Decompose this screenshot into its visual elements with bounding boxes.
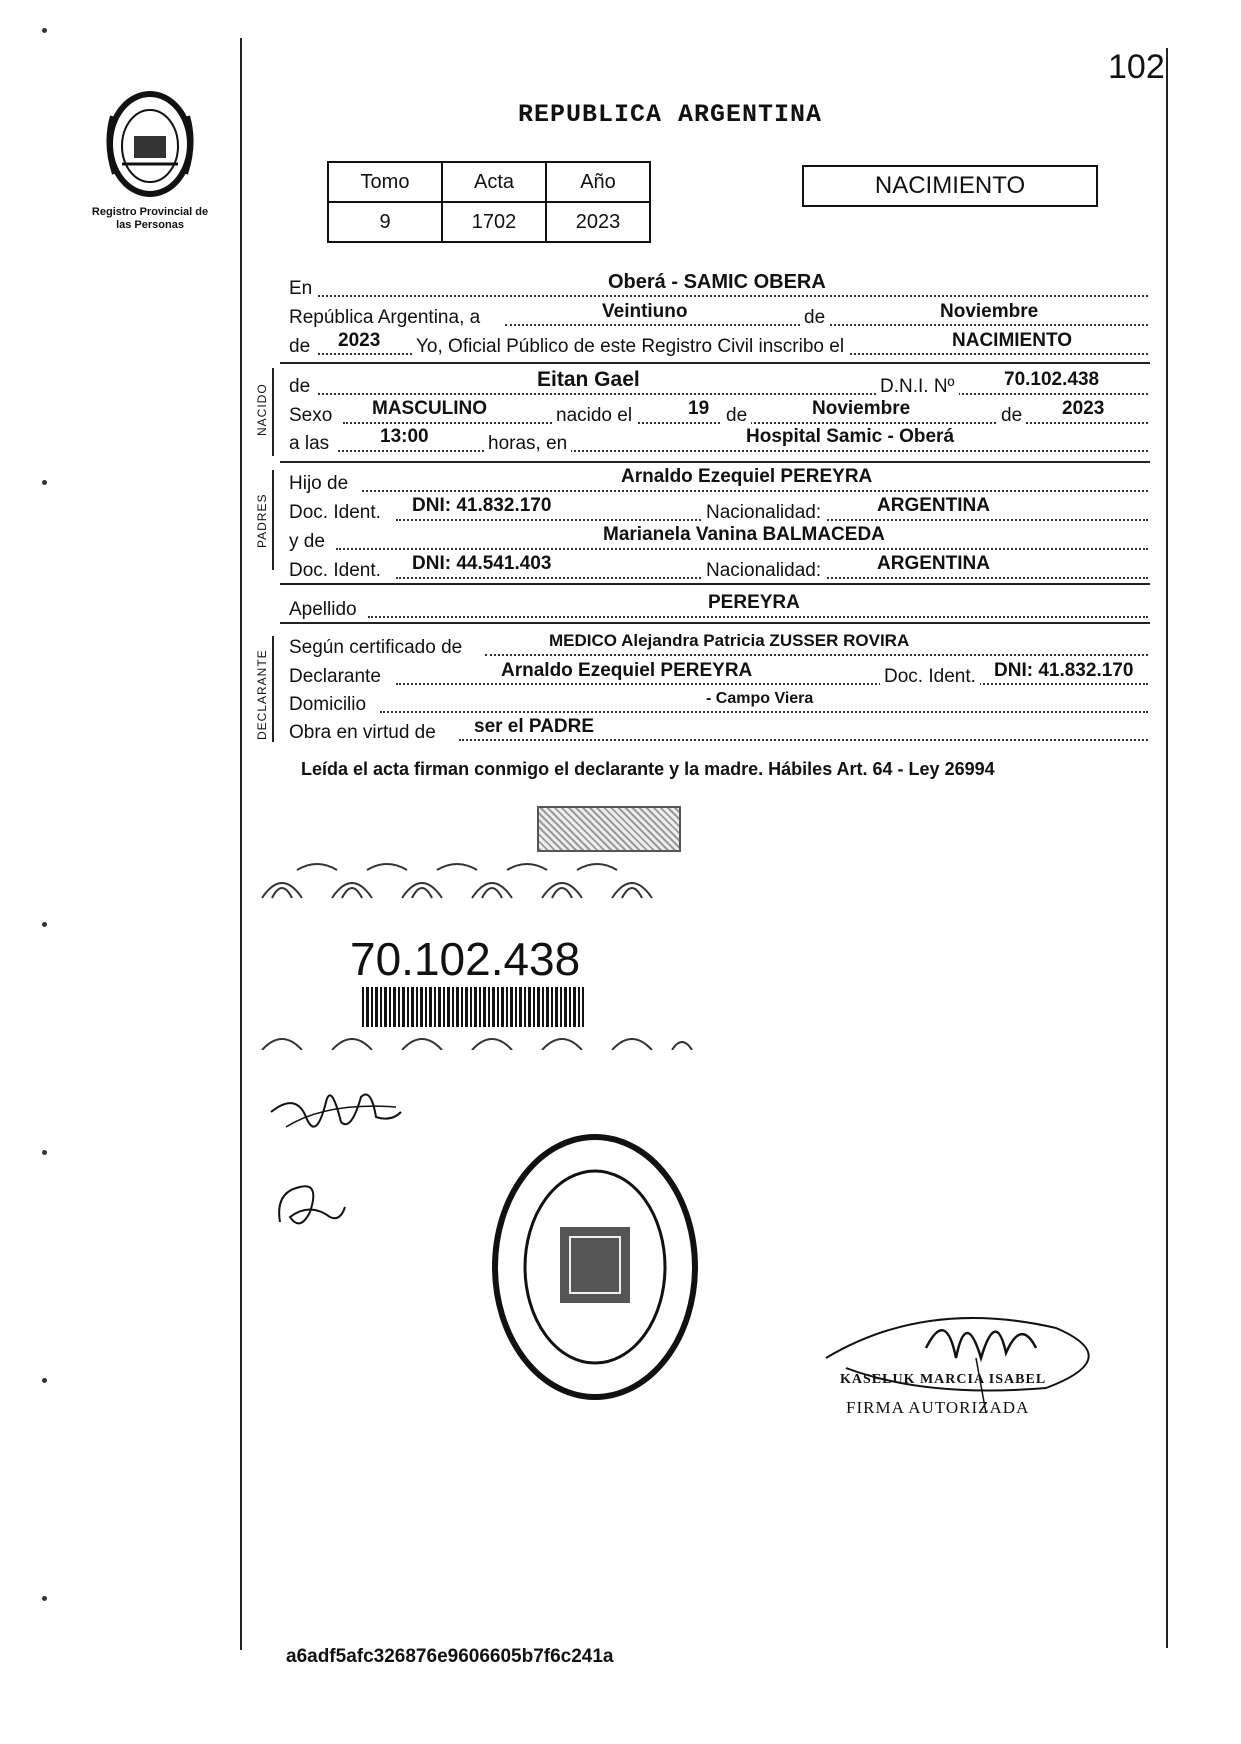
section-divider (280, 583, 1150, 585)
month-value: Noviembre (940, 301, 1039, 322)
child-dni-value: 70.102.438 (1004, 369, 1100, 390)
de-label: de (800, 307, 829, 329)
closing-note: Leída el acta firman conmigo el declarante y la madre. Hábiles Art. 64 - Ley 26994 (301, 759, 995, 779)
dotted-line (338, 450, 1148, 452)
dotted-line (396, 683, 1148, 685)
scan-mark (42, 28, 47, 33)
nacionalidad-label: Nacionalidad: (702, 560, 825, 582)
declarante-label: Declarante (289, 666, 381, 687)
sexo-value: MASCULINO (372, 398, 488, 419)
place-value: Oberá - SAMIC OBERA (608, 271, 826, 293)
dotted-line (485, 654, 1148, 656)
dotted-line (459, 739, 1148, 741)
a-las-label: a las (289, 433, 330, 454)
father-doc-value: DNI: 41.832.170 (412, 495, 552, 516)
inscribe-label: Yo, Oficial Público de este Registro Civil inscribo el (412, 336, 848, 358)
security-pattern (252, 858, 700, 900)
horas-label: horas, en (484, 433, 571, 455)
nacionalidad-label: Nacionalidad: (702, 502, 825, 524)
page-number: 102 (1108, 48, 1165, 86)
republic-label: República Argentina, a (289, 307, 481, 328)
dotted-line (368, 616, 1148, 618)
mother-signature (270, 1172, 350, 1238)
father-nationality-value: ARGENTINA (877, 495, 990, 516)
inscribe-value: NACIMIENTO (952, 330, 1072, 351)
section-divider (280, 622, 1150, 624)
doc-label: Doc. Ident. (880, 666, 980, 688)
section-divider (280, 362, 1150, 364)
certificado-label: Según certificado de (289, 637, 463, 658)
scan-mark (42, 1150, 47, 1155)
section-bracket (272, 636, 274, 742)
scan-mark (42, 1378, 47, 1383)
declarante-name-value: Arnaldo Ezequiel PEREYRA (501, 660, 753, 681)
year-value: 2023 (338, 330, 381, 351)
record-table (327, 161, 651, 243)
official-seal (490, 1132, 700, 1402)
dotted-line (362, 490, 1148, 492)
scan-mark (42, 1596, 47, 1601)
scan-mark (42, 480, 47, 485)
domicilio-label: Domicilio (289, 694, 367, 715)
certificado-value: MEDICO Alejandra Patricia ZUSSER ROVIRA (549, 631, 910, 650)
section-bracket (272, 470, 274, 570)
birth-place-value: Hospital Samic - Oberá (746, 426, 955, 447)
nacido-label: nacido el (552, 405, 636, 427)
mother-nationality-value: ARGENTINA (877, 553, 990, 574)
country-title: REPUBLICA ARGENTINA (518, 100, 823, 129)
birth-month-value: Noviembre (812, 398, 911, 419)
table-cell: 9 (328, 202, 442, 242)
de-label: de (997, 405, 1026, 427)
obra-value: ser el PADRE (474, 716, 595, 737)
logo-caption: Registro Provincial de las Personas (91, 206, 209, 231)
dotted-line (318, 295, 1148, 297)
authorized-name: KASELUK MARCIA ISABEL (840, 1372, 1047, 1387)
declarante-doc-value: DNI: 41.832.170 (994, 660, 1134, 681)
table-cell: 1702 (442, 202, 546, 242)
de-label: de (289, 376, 311, 397)
right-margin-line (1166, 48, 1168, 1648)
table-header: Acta (442, 162, 546, 202)
dotted-line (318, 393, 1148, 395)
barcode-number: 70.102.438 (350, 933, 581, 985)
nacido-section-label: NACIDO (255, 383, 269, 436)
barcode (362, 987, 584, 1027)
birth-day-value: 19 (688, 398, 710, 419)
birth-year-value: 2023 (1062, 398, 1105, 419)
scan-mark (42, 922, 47, 927)
day-words-value: Veintiuno (602, 301, 688, 322)
section-divider (280, 461, 1150, 463)
authorized-caption: FIRMA AUTORIZADA (846, 1398, 1030, 1417)
dotted-line (380, 711, 1148, 713)
left-margin-line (240, 38, 242, 1650)
declarant-signature (266, 1072, 406, 1152)
y-de-label: y de (289, 531, 325, 552)
mother-name-value: Marianela Vanina BALMACEDA (603, 524, 885, 545)
time-value: 13:00 (380, 426, 429, 447)
father-name-value: Arnaldo Ezequiel PEREYRA (621, 466, 873, 487)
provincial-logo (100, 86, 200, 202)
declarante-section-label: DECLARANTE (255, 649, 269, 740)
table-cell: 2023 (546, 202, 650, 242)
section-bracket (272, 368, 274, 456)
padres-section-label: PADRES (255, 493, 269, 548)
obra-label: Obra en virtud de (289, 722, 436, 743)
apellido-value: PEREYRA (708, 592, 800, 613)
table-header: Año (546, 162, 650, 202)
sexo-label: Sexo (289, 405, 333, 426)
de2-label: de (289, 336, 311, 357)
dotted-line (336, 548, 1148, 550)
apellido-label: Apellido (289, 599, 357, 620)
en-label: En (289, 278, 313, 299)
de-label: de (722, 405, 751, 427)
security-pattern (252, 1024, 700, 1050)
domicilio-value: - Campo Viera (706, 690, 814, 707)
child-name-value: Eitan Gael (537, 368, 640, 391)
hijo-label: Hijo de (289, 473, 349, 494)
document-hash: a6adf5afc326876e9606605b7f6c241a (286, 1646, 614, 1667)
doc-label: Doc. Ident. (289, 560, 381, 581)
table-header: Tomo (328, 162, 442, 202)
doc-label: Doc. Ident. (289, 502, 381, 523)
dni-label: D.N.I. Nº (876, 376, 959, 398)
record-type-box: NACIMIENTO (802, 165, 1098, 207)
mother-doc-value: DNI: 44.541.403 (412, 553, 552, 574)
small-stamp (537, 806, 681, 852)
